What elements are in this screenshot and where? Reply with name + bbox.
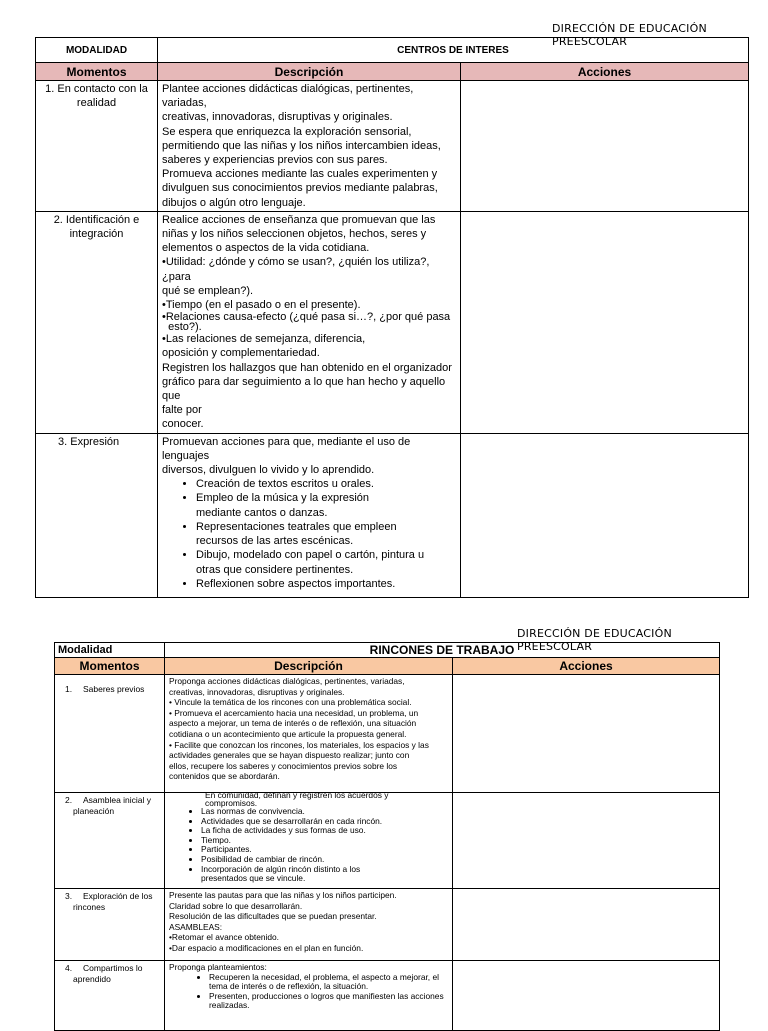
- header-direccion-1: DIRECCIÓN DE EDUCACIÓN PREESCOLAR: [552, 22, 707, 48]
- col-header-descripcion: Descripción: [158, 63, 461, 81]
- table-row: [36, 433, 749, 597]
- col-header-momentos: Momentos: [55, 658, 165, 675]
- acciones-cell[interactable]: [453, 961, 720, 1031]
- momento-cell: 3. Exploración de los rincones: [55, 889, 165, 961]
- list-item: • Representaciones teatrales que empleen recursos de las artes escénicas.: [196, 520, 456, 548]
- list-item: • La ficha de actividades y sus formas de uso.: [201, 826, 448, 836]
- acciones-cell[interactable]: [453, 793, 720, 889]
- list-item: • Presenten, producciones o logros que manifiesten las acciones realizadas.: [209, 992, 448, 1011]
- modalidad-value: CENTROS DE INTERES: [158, 38, 749, 63]
- acciones-cell[interactable]: [461, 433, 749, 597]
- col-header-acciones: Acciones: [461, 63, 749, 81]
- acciones-cell[interactable]: [453, 889, 720, 961]
- modalidad-label: MODALIDAD: [36, 38, 158, 63]
- table-row: [55, 889, 720, 961]
- list-item: • Creación de textos escritos u orales.: [196, 477, 456, 491]
- descripcion-cell: Promuevan acciones para que, mediante el uso de lenguajes diversos, divulguen lo vivido y lo aprendido. • Creación de textos escritos u orales. • Empleo de la música y la expresión mediante cantos o danzas. • Representaciones teatrales que empleen recursos de las artes escénicas. • Dibujo, modelado con papel o cartón, pintura u otras que considere pertinentes. • Reflexionen sobre aspectos importantes.: [158, 433, 461, 597]
- momento-cell: 1. En contacto con la realidad: [36, 81, 158, 212]
- descripcion-cell: Proponga acciones didácticas dialógicas, pertinentes, variadas, creativas, innovadoras, disruptivas y originales. • Vincule la temática de los rincones con una problemática social. • Promueva el acercamiento hacia una necesidad, un problema, un aspecto a mejorar, un tema de interés o de reflexión, una situación cotidiana o un acontecimiento que articule la propuesta general. • Facilite que conozcan los rincones, los materiales, los espacios y las actividades generales que se hayan dispuesto realizar; junto con ellos, recupere los saberes y conocimientos previos sobre los contenidos que se abordarán.: [165, 675, 453, 793]
- descripcion-cell: Presente las pautas para que las niñas y los niños participen. Claridad sobre lo que desarrollarán. Resolución de las dificultades que se puedan presentar. ASAMBLEAS: •Retomar el avance obtenido. •Dar espacio a modificaciones en el plan en función.: [165, 889, 453, 961]
- descripcion-cell: Realice acciones de enseñanza que promuevan que las niñas y los niños seleccionen objetos, hechos, seres y elementos o aspectos de la vida cotidiana. •Utilidad: ¿dónde y cómo se usan?, ¿quién los utiliza?, ¿para qué se emplean?). •Tiempo (en el pasado o en el presente). •Relaciones causa-efecto (¿qué pasa si…?, ¿por qué pasa esto?). •Las relaciones de semejanza, diferencia, oposición y complementariedad. Registren los hallazgos que han obtenido en el organizador gráfico para dar seguimiento a lo que han hecho y aquello que falte por conocer.: [158, 211, 461, 433]
- list-item: • Participantes.: [201, 845, 448, 855]
- col-header-descripcion: Descripción: [165, 658, 453, 675]
- descripcion-cell: Plantee acciones didácticas dialógicas, pertinentes, variadas, creativas, innovadoras, disruptivas y originales. Se espera que enriquezca la exploración sensorial, permitiendo que las niñas y los niños intercambien ideas, saberes y experiencias previos con sus pares. Promueva acciones mediante las cuales experimenten y divulguen sus conocimientos previos mediante palabras, dibujos o algún otro lenguaje.: [158, 81, 461, 212]
- table-row: [55, 961, 720, 1031]
- list-item: • Dibujo, modelado con papel o cartón, pintura u otras que considere pertinentes.: [196, 548, 456, 576]
- list-item: • Recuperen la necesidad, el problema, el aspecto a mejorar, el tema de interés o de reflexión, la situación.: [209, 973, 448, 992]
- table-row: [55, 675, 720, 793]
- table-row: [36, 81, 749, 212]
- list-item: • Tiempo.: [201, 836, 448, 846]
- list-item: • Reflexionen sobre aspectos importantes.: [196, 577, 456, 591]
- modalidad-label: Modalidad: [55, 643, 165, 658]
- acciones-cell[interactable]: [461, 211, 749, 433]
- table-centros-de-interes: [35, 37, 749, 598]
- list-item: • Actividades que se desarrollarán en cada rincón.: [201, 817, 448, 827]
- momento-cell: 2. Identificación e integración: [36, 211, 158, 433]
- col-header-momentos: Momentos: [36, 63, 158, 81]
- momento-cell: 4. Compartimos lo aprendido: [55, 961, 165, 1031]
- acciones-cell[interactable]: [453, 675, 720, 793]
- descripcion-cell: Proponga planteamientos: • Recuperen la necesidad, el problema, el aspecto a mejorar, el tema de interés o de reflexión, la situación. • Presenten, producciones o logros que manifiesten las acciones realizadas.: [165, 961, 453, 1031]
- list-item: • Empleo de la música y la expresión mediante cantos o danzas.: [196, 491, 456, 519]
- list-item: • Posibilidad de cambiar de rincón.: [201, 855, 448, 865]
- table-row: [55, 793, 720, 889]
- momento-cell: 3. Expresión: [36, 433, 158, 597]
- list-item: • Las normas de convivencia.: [201, 807, 448, 817]
- descripcion-cell: En comunidad, definan y registren los acuerdos y compromisos. • Las normas de convivencia. • Actividades que se desarrollarán en cada rincón. • La ficha de actividades y sus formas de uso. • Tiempo. • Participantes. • Posibilidad de cambiar de rincón. • Incorporación de algún rincón distinto a los presentados que se vincule.: [165, 793, 453, 889]
- acciones-cell[interactable]: [461, 81, 749, 212]
- momento-cell: 1. Saberes previos: [55, 675, 165, 793]
- modalidad-value: RINCONES DE TRABAJO: [165, 643, 720, 658]
- table-row: [36, 211, 749, 433]
- table-rincones-de-trabajo: [54, 642, 720, 1031]
- col-header-acciones: Acciones: [453, 658, 720, 675]
- header-direccion-2: DIRECCIÓN DE EDUCACIÓN PREESCOLAR: [517, 627, 672, 653]
- momento-cell: 2. Asamblea inicial y planeación: [55, 793, 165, 889]
- list-item: • Incorporación de algún rincón distinto a los presentados que se vincule.: [201, 865, 448, 884]
